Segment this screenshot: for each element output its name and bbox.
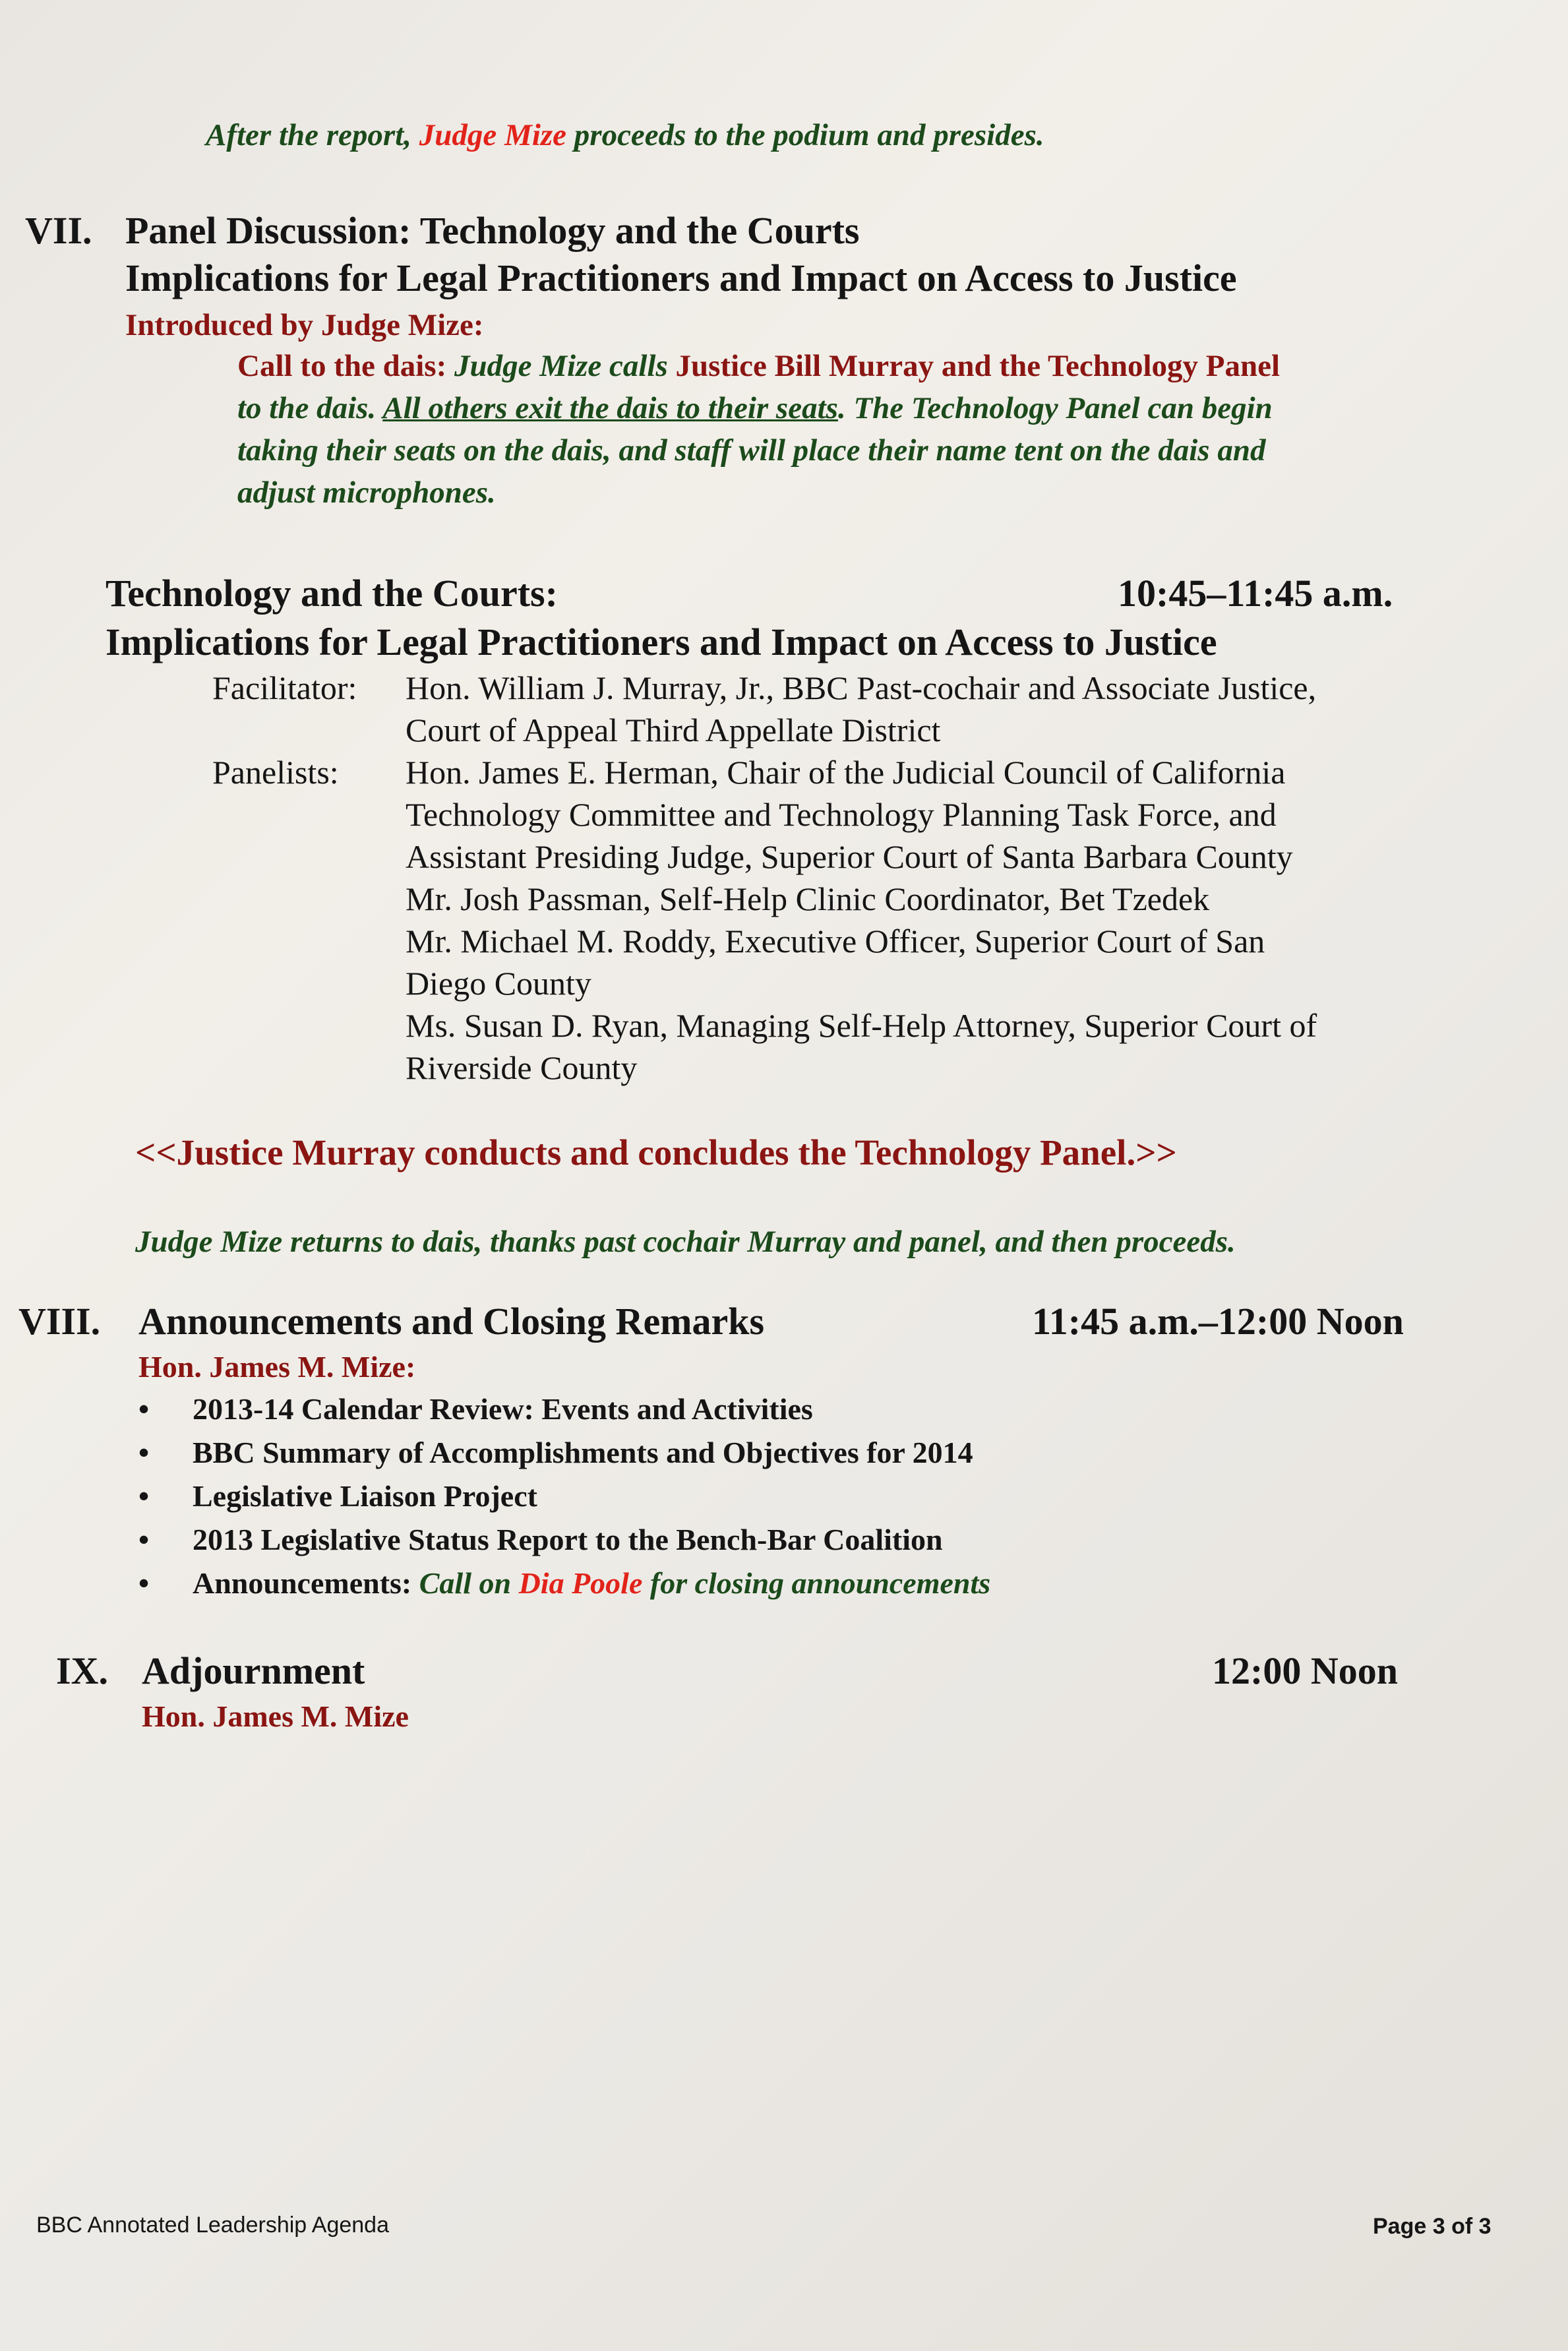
- panelist-line: Mr. Michael M. Roddy, Executive Officer, Superior Court of San: [406, 923, 1265, 960]
- section-vii-introduced: Introduced by Judge Mize:: [125, 308, 484, 342]
- section-vii-number: VII.: [25, 209, 92, 252]
- dais-line-4: adjust microphones.: [237, 475, 496, 510]
- section-vii-title: Panel Discussion: Technology and the Courts: [125, 209, 860, 252]
- bullet-dot: •: [138, 1392, 150, 1426]
- session-subtitle: Implications for Legal Practitioners and Impact on Access to Justice: [106, 621, 1217, 663]
- panel-conducts-note: <<Justice Murray conducts and concludes the Technology Panel.>>: [135, 1132, 1177, 1173]
- session-title: Technology and the Courts:: [106, 572, 558, 615]
- mize-returns-note: Judge Mize returns to dais, thanks past cochair Murray and panel, and then proceeds.: [135, 1225, 1236, 1259]
- bullet-dot: •: [138, 1523, 150, 1556]
- section-vii-subtitle: Implications for Legal Practitioners and Impact on Access to Justice: [125, 257, 1237, 299]
- panelist-line: Diego County: [406, 965, 591, 1002]
- panelist-line: Mr. Josh Passman, Self-Help Clinic Coordinator, Bet Tzedek: [406, 880, 1210, 917]
- section-ix-number: IX.: [56, 1649, 108, 1692]
- panelist-line: Riverside County: [406, 1049, 638, 1086]
- bullet-item-announcements: [193, 1566, 990, 1601]
- section-viii-title: Announcements and Closing Remarks: [138, 1300, 765, 1343]
- bullet-item: 2013 Legislative Status Report to the Bench-Bar Coalition: [193, 1523, 943, 1556]
- bullet-dot: •: [138, 1479, 150, 1513]
- session-time: 10:45–11:45 a.m.: [1118, 572, 1393, 615]
- panelist-line: Hon. James E. Herman, Chair of the Judicial Council of California: [406, 754, 1286, 791]
- facilitator-label: Facilitator:: [212, 669, 357, 706]
- bullet-dot: •: [138, 1436, 150, 1469]
- facilitator-line-2: Court of Appeal Third Appellate District: [406, 712, 941, 748]
- panelists-label: Panelists:: [212, 754, 339, 791]
- footer-title: BBC Annotated Leadership Agenda: [36, 2213, 389, 2238]
- dais-line-1: [237, 348, 1280, 384]
- panelist-line: Assistant Presiding Judge, Superior Court of Santa Barbara County: [406, 838, 1293, 875]
- footer-page-number: Page 3 of 3: [1373, 2214, 1492, 2239]
- dais-line-3: taking their seats on the dais, and staff will place their name tent on the dais and: [237, 433, 1266, 468]
- bullet-item: 2013-14 Calendar Review: Events and Activities: [193, 1392, 813, 1426]
- announcements-label: Announcements:: [193, 1566, 419, 1600]
- section-ix-time: 12:00 Noon: [1212, 1649, 1398, 1692]
- intro-line: [206, 117, 1044, 153]
- bullet-item: BBC Summary of Accomplishments and Objectives for 2014: [193, 1436, 973, 1469]
- dais-call-label: Call to the dais:: [237, 349, 454, 383]
- dais-call-names: Justice Bill Murray and the Technology Panel: [675, 349, 1281, 383]
- dais-line-2: [237, 390, 1273, 426]
- announcements-purpose: for closing announcements: [642, 1566, 991, 1600]
- bullet-dot: •: [138, 1566, 150, 1600]
- section-viii-presenter: Hon. James M. Mize:: [138, 1350, 416, 1384]
- announcements-call: Call on: [419, 1566, 519, 1600]
- section-viii-number: VIII.: [18, 1300, 101, 1343]
- intro-post: proceeds to the podium and presides.: [566, 118, 1044, 152]
- bullet-item: Legislative Liaison Project: [193, 1479, 537, 1513]
- announcements-name: Dia Poole: [518, 1566, 643, 1600]
- facilitator-line-1: Hon. William J. Murray, Jr., BBC Past-cochair and Associate Justice,: [406, 669, 1317, 706]
- dais-line-2a: to the dais.: [237, 391, 383, 425]
- dais-exit-instruction: All others exit the dais to their seats: [382, 391, 838, 425]
- dais-line-2c: . The Technology Panel can begin: [837, 391, 1273, 425]
- intro-judge-name: Judge Mize: [419, 118, 567, 152]
- section-viii-time: 11:45 a.m.–12:00 Noon: [1032, 1300, 1404, 1343]
- panelist-line: Ms. Susan D. Ryan, Managing Self-Help Attorney, Superior Court of: [406, 1007, 1317, 1044]
- section-ix-title: Adjournment: [142, 1649, 365, 1692]
- dais-call-text: Judge Mize calls: [454, 349, 676, 383]
- intro-pre: After the report,: [206, 118, 419, 152]
- panelist-line: Technology Committee and Technology Planning Task Force, and: [406, 796, 1277, 833]
- section-ix-presenter: Hon. James M. Mize: [142, 1699, 409, 1733]
